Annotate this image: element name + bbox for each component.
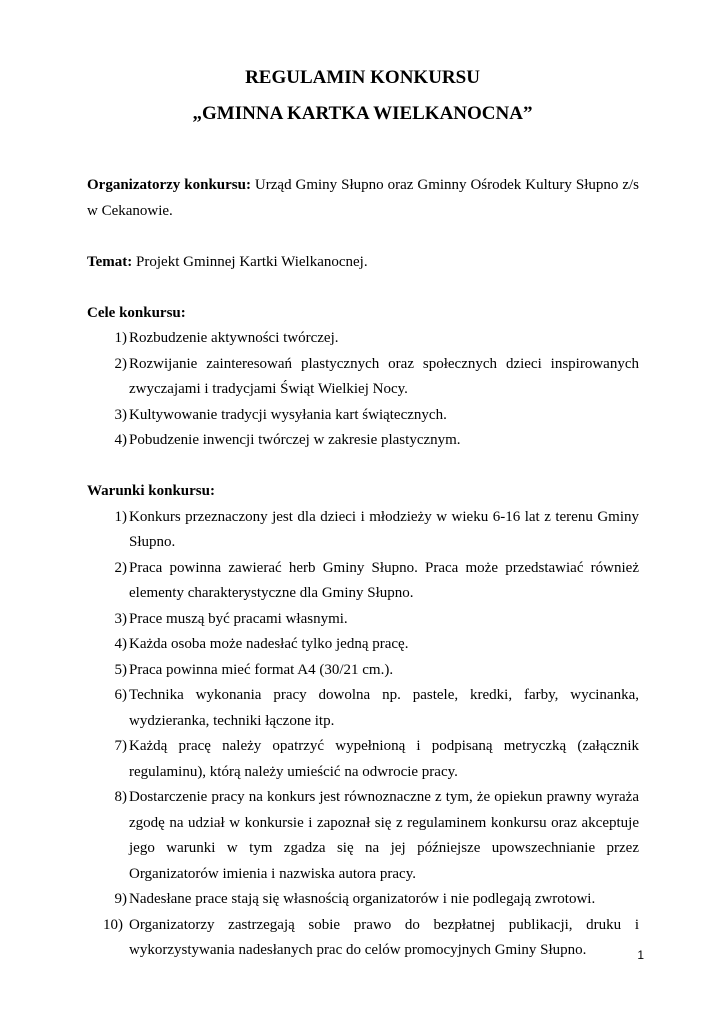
organizers-paragraph xyxy=(87,173,639,224)
conditions-list xyxy=(87,505,639,964)
list-item-text: Rozbudzenie aktywności twórczej. xyxy=(129,330,339,346)
list-item-text: Pobudzenie inwencji twórczej w zakresie plastycznym. xyxy=(129,432,461,448)
list-item-number: 7) xyxy=(114,738,127,754)
topic-text: Projekt Gminnej Kartki Wielkanocnej. xyxy=(132,253,368,270)
list-item-text: Nadesłane prace stają się własnością organizatorów i nie podlegają zwrotowi. xyxy=(129,891,596,907)
list-item-number: 4) xyxy=(114,432,127,448)
list-item-text: Praca powinna zawierać herb Gminy Słupno. Praca może przedstawiać również elementy charakterystyczne dla Gminy Słupno. xyxy=(129,559,639,601)
list-item xyxy=(87,913,639,964)
list-item-number: 9) xyxy=(114,891,127,907)
list-item-number: 3) xyxy=(114,610,127,627)
list-item-number: 1) xyxy=(114,508,127,525)
list-item-number: 2) xyxy=(114,559,127,576)
topic-paragraph xyxy=(87,250,639,276)
list-item-text: Konkurs przeznaczony jest dla dzieci i młodzieży w wieku 6-16 lat z terenu Gminy Słupno. xyxy=(129,508,639,550)
list-item xyxy=(87,632,639,658)
list-item-text: Rozwijanie zainteresowań plastycznych oraz społecznych dzieci inspirowanych zwyczajami i tradycjami Świąt Wielkiej Nocy. xyxy=(129,355,639,397)
list-item-number: 6) xyxy=(114,687,127,703)
list-item-text: Praca powinna mieć format A4 (30/21 cm.). xyxy=(129,661,394,678)
document-body xyxy=(87,173,639,964)
list-item xyxy=(87,658,639,684)
list-item xyxy=(87,785,639,887)
list-item-text: Każdą pracę należy opatrzyć wypełnioną i podpisaną metryczką (załącznik regulaminu), którą należy umieścić na odwrocie pracy. xyxy=(129,738,639,780)
list-item-text: Technika wykonania pracy dowolna np. pastele, kredki, farby, wycinanka, wydzieranka, techniki łączone itp. xyxy=(129,687,639,729)
goals-list xyxy=(87,326,639,454)
list-item-number: 1) xyxy=(114,330,127,346)
topic-label: Temat: xyxy=(87,253,133,270)
document-subtitle: „GMINNA KARTKA WIELKANOCNA” xyxy=(192,103,533,124)
list-item xyxy=(87,556,639,607)
list-item-number: 3) xyxy=(114,406,127,423)
organizers-label: Organizatorzy konkursu: xyxy=(87,177,251,193)
list-item-number: 4) xyxy=(114,636,127,652)
organizers-text: Urząd Gminy Słupno oraz Gminny Ośrodek Kultury Słupno z/s w Cekanowie. xyxy=(87,177,639,219)
list-item-number: 2) xyxy=(114,355,127,372)
list-item-text: Organizatorzy zastrzegają sobie prawo do bezpłatnej publikacji, druku i wykorzystywania nadesłanych prac do celów promocyjnych Gminy Słupno. xyxy=(129,916,639,958)
list-item-text: Dostarczenie pracy na konkurs jest równoznaczne z tym, że opiekun prawny wyraża zgodę na udział w konkursie i zapoznał się z regulaminem konkursu oraz akceptuje jego warunki w tym zgadza się na jej późniejsze upowszechnianie przez Organizatorów imienia i nazwiska autora pracy. xyxy=(129,789,639,882)
list-item xyxy=(87,403,639,429)
list-item xyxy=(87,428,639,454)
page-number: 1 xyxy=(637,948,644,962)
conditions-heading: Warunki konkursu: xyxy=(87,483,215,499)
list-item-text: Prace muszą być pracami własnymi. xyxy=(129,610,348,627)
document-title: REGULAMIN KONKURSU xyxy=(245,67,480,88)
list-item xyxy=(87,505,639,556)
goals-heading: Cele konkursu: xyxy=(87,304,186,321)
list-item-number: 10) xyxy=(103,916,123,933)
list-item xyxy=(87,607,639,633)
list-item-text: Każda osoba może nadesłać tylko jedną pracę. xyxy=(129,636,409,652)
list-item xyxy=(87,734,639,785)
list-item-text: Kultywowanie tradycji wysyłania kart świątecznych. xyxy=(129,406,447,423)
list-item xyxy=(87,326,639,352)
list-item xyxy=(87,352,639,403)
list-item-number: 5) xyxy=(114,661,127,678)
list-item xyxy=(87,887,639,913)
list-item xyxy=(87,683,639,734)
list-item-number: 8) xyxy=(114,789,127,805)
